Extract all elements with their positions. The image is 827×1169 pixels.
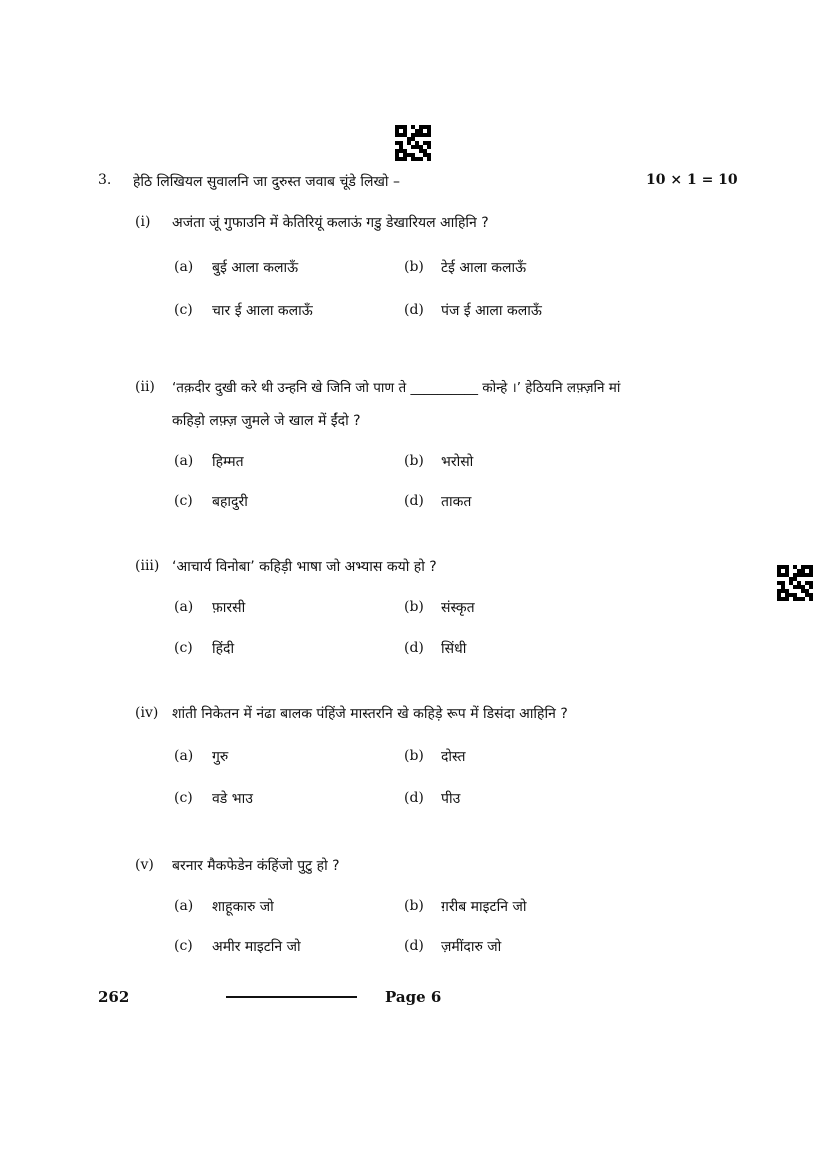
item-number: (v) xyxy=(135,857,154,873)
option-text: भरोसो xyxy=(441,454,474,470)
qr-code-side xyxy=(777,565,813,601)
option-label: (d) xyxy=(404,640,424,656)
item-number: (iv) xyxy=(135,705,159,721)
paper-code: 262 xyxy=(98,988,130,1006)
option-text: दोस्त xyxy=(441,749,466,765)
page-number: Page 6 xyxy=(385,988,442,1006)
option-label: (c) xyxy=(174,493,193,509)
option-label: (c) xyxy=(174,790,193,806)
footer-divider xyxy=(226,996,357,998)
option-text: पंज ई आला कलाऊँ xyxy=(441,303,542,319)
option-text: ताकत xyxy=(441,494,472,510)
option-text: बहादुरी xyxy=(212,494,248,510)
option-label: (a) xyxy=(174,259,194,275)
option-text: ग़रीब माइटनि जो xyxy=(441,899,527,915)
option-label: (a) xyxy=(174,748,194,764)
option-text: अमीर माइटनि जो xyxy=(212,939,301,955)
item-question: अजंता जूं गुफाउनि में केतिरियूं कलाऊं गडु डेखारियल आहिनि ? xyxy=(172,215,489,231)
option-label: (b) xyxy=(404,259,424,275)
option-label: (c) xyxy=(174,640,193,656)
option-text: पीउ xyxy=(441,791,461,807)
question-number: 3. xyxy=(98,172,112,188)
option-label: (d) xyxy=(404,302,424,318)
option-label: (b) xyxy=(404,748,424,764)
question-marks: 10 × 1 = 10 xyxy=(646,172,738,188)
item-question: शांती निकेतन में नंढा बालक पंहिंजे मास्तरनि खे कहिड़े रूप में डिसंदा आहिनि ? xyxy=(172,706,568,722)
option-label: (a) xyxy=(174,599,194,615)
item-question-cont: कहिड़ो लफ़्ज़ जुमले जे खाल में ईंदो ? xyxy=(172,413,361,429)
option-label: (c) xyxy=(174,938,193,954)
option-text: हिम्मत xyxy=(212,454,244,470)
option-label: (d) xyxy=(404,493,424,509)
option-label: (c) xyxy=(174,302,193,318)
option-text: सिंधी xyxy=(441,641,467,657)
option-label: (b) xyxy=(404,453,424,469)
option-text: वडे भाउ xyxy=(212,791,253,807)
option-text: गुरु xyxy=(212,749,229,765)
option-text: बुई आला कलाऊँ xyxy=(212,260,299,276)
option-text: हिंदी xyxy=(212,641,235,657)
question-instruction: हेठि लिखियल सुवालनि जा दुरुस्त जवाब चूंडे लिखो – xyxy=(133,174,400,190)
option-text: संस्कृत xyxy=(441,600,475,616)
item-number: (ii) xyxy=(135,379,155,395)
item-number: (iii) xyxy=(135,558,160,574)
item-question: बरनार मैकफेडेन कंहिंजो पुटु हो ? xyxy=(172,858,340,874)
option-text: शाहूकारु जो xyxy=(212,899,274,915)
option-label: (d) xyxy=(404,938,424,954)
item-number: (i) xyxy=(135,214,151,230)
qr-code-top xyxy=(395,125,431,161)
item-question: ‘तक़दीर दुखी करे थी उन्हनि खे जिनि जो पाण ते __________ कोन्हे ।’ हेठियनि लफ़्ज़नि मां xyxy=(172,380,621,396)
option-text: ज़मींदारु जो xyxy=(441,939,502,955)
option-label: (a) xyxy=(174,898,194,914)
option-label: (b) xyxy=(404,898,424,914)
item-question: ‘आचार्य विनोबा’ कहिड़ी भाषा जो अभ्यास कयो हो ? xyxy=(172,559,437,575)
option-label: (b) xyxy=(404,599,424,615)
option-label: (a) xyxy=(174,453,194,469)
option-text: चार ई आला कलाऊँ xyxy=(212,303,313,319)
option-text: टेई आला कलाऊँ xyxy=(441,260,527,276)
option-text: फ़ारसी xyxy=(212,600,246,616)
option-label: (d) xyxy=(404,790,424,806)
